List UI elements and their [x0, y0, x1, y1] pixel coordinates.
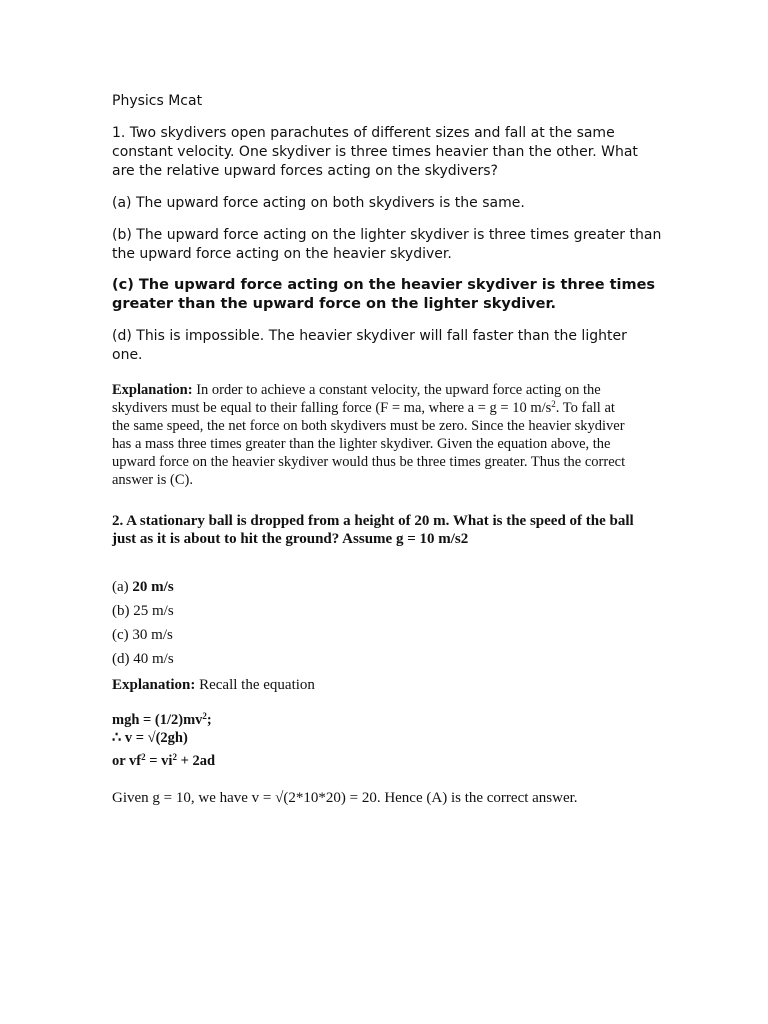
explanation-line: In order to achieve a constant velocity, the upward force acting on the: [192, 382, 601, 398]
equation-part: ;: [206, 712, 212, 728]
option-c-line: (c) The upward force acting on the heavier skydiver is three times: [112, 277, 656, 293]
option-d-line: one.: [112, 347, 143, 363]
option-b-line: (b) The upward force acting on the lighter skydiver is three times greater than: [112, 227, 662, 243]
equation-1: [112, 711, 672, 729]
question-1-option-b: [112, 226, 672, 264]
document-title: Physics Mcat: [112, 93, 203, 109]
question-1-text: [112, 124, 672, 181]
explanation-label: Explanation:: [112, 382, 193, 398]
question-1-option-c: [112, 276, 672, 314]
question-1-explanation: [112, 381, 672, 489]
explanation-text: Recall the equation: [195, 677, 315, 693]
equation-part: mgh = (1/2)mv: [112, 712, 203, 728]
option-value: 20 m/s: [132, 579, 174, 595]
equation-part: = vi: [145, 753, 173, 769]
equation-part: or vf: [112, 753, 142, 769]
explanation-line: has a mass three times greater than the lighter skydiver. Given the equation above, the: [112, 436, 611, 452]
explanation-line: skydivers must be equal to their falling force (F = ma, where a = g = 10 m/s: [112, 400, 552, 416]
question-1-line: constant velocity. One skydiver is three times heavier than the other. What: [112, 144, 638, 160]
option-b-line: the upward force acting on the heavier skydiver.: [112, 246, 452, 262]
question-2-answer-text: Given g = 10, we have v = √(2*10*20) = 20. Hence (A) is the correct answer.: [112, 790, 578, 806]
question-2-line: 2. A stationary ball is dropped from a height of 20 m. What is the speed of the ball: [112, 513, 634, 529]
explanation-label: Explanation:: [112, 677, 196, 693]
equation-part: + 2ad: [176, 753, 216, 769]
question-2-text: [112, 512, 672, 548]
superscript: 2: [551, 399, 556, 409]
question-1-option-a: (a) The upward force acting on both skydivers is the same.: [112, 195, 525, 211]
option-d-line: (d) This is impossible. The heavier skydiver will fall faster than the lighter: [112, 328, 627, 344]
option-prefix: (a): [112, 579, 133, 595]
question-2-option-c: (c) 30 m/s: [112, 627, 173, 643]
question-2-explanation: [112, 676, 672, 694]
superscript: 2: [141, 752, 146, 762]
question-2-option-d: (d) 40 m/s: [112, 651, 174, 667]
question-2-option-b: (b) 25 m/s: [112, 603, 174, 619]
explanation-line: answer is (C).: [112, 472, 193, 488]
superscript: 2: [202, 711, 207, 721]
explanation-line: the same speed, the net force on both skydivers must be zero. Since the heavier skydiver: [112, 418, 625, 434]
equation-2: ∴ v = √(2gh): [112, 730, 188, 746]
option-c-line: greater than the upward force on the lighter skydiver.: [112, 296, 557, 312]
explanation-line: . To fall at: [555, 400, 615, 416]
equation-3: [112, 752, 672, 770]
question-1-option-d: [112, 327, 672, 365]
question-2-line: just as it is about to hit the ground? Assume g = 10 m/s2: [112, 531, 469, 547]
question-1-line: are the relative upward forces acting on the skydivers?: [112, 163, 498, 179]
superscript: 2: [172, 752, 177, 762]
question-1-line: 1. Two skydivers open parachutes of different sizes and fall at the same: [112, 125, 615, 141]
question-2-option-a: [112, 578, 672, 596]
explanation-line: upward force on the heavier skydiver would thus be three times greater. Thus the correct: [112, 454, 626, 470]
